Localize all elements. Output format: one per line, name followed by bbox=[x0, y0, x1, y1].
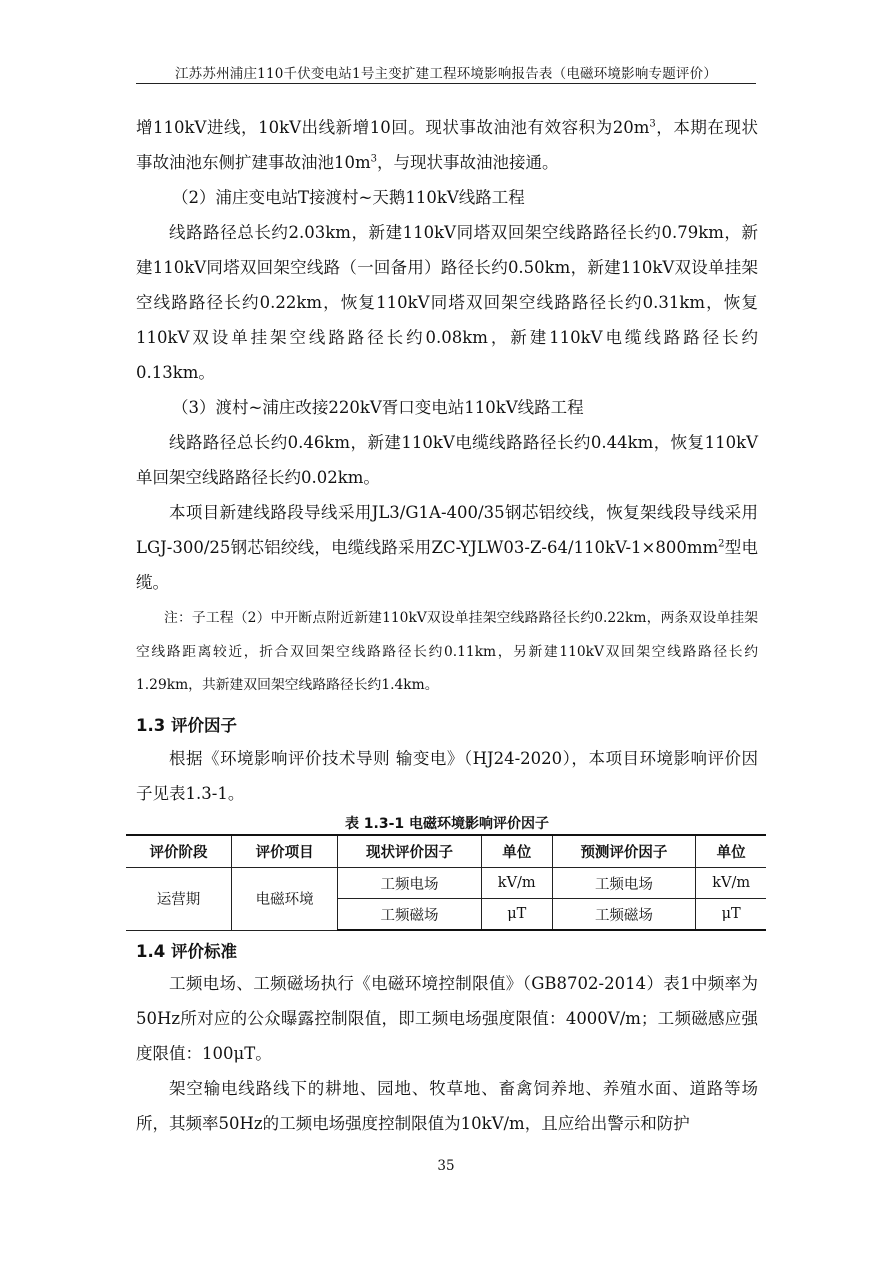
table-header-cell: 现状评价因子 bbox=[338, 835, 482, 868]
table-header-cell: 评价阶段 bbox=[126, 835, 232, 868]
superscript: 3 bbox=[649, 118, 656, 130]
page-header: 江苏苏州浦庄110千伏变电站1号主变扩建工程环境影响报告表（电磁环境影响专题评价） bbox=[174, 66, 718, 82]
table-header-row bbox=[126, 835, 766, 868]
unit-cell: μT bbox=[696, 899, 766, 931]
table-header-cell: 预测评价因子 bbox=[552, 835, 696, 868]
paragraph-oil-pool bbox=[136, 110, 758, 180]
superscript: 2 bbox=[718, 538, 725, 550]
table-header-cell: 评价项目 bbox=[232, 835, 338, 868]
paragraph-conductor bbox=[136, 495, 758, 600]
paragraph-line-3: 线路路径总长约0.46km，新建110kV电缆线路路径长约0.44km，恢复110kV单回架空线路路径长约0.02km。 bbox=[136, 433, 758, 487]
section-1-4-heading: 1.4 评价标准 bbox=[136, 942, 237, 961]
unit-cell: kV/m bbox=[696, 868, 766, 899]
table-header-cell: 单位 bbox=[481, 835, 552, 868]
current-factor-cell: 工频电场 bbox=[338, 868, 482, 899]
subsection-2-title: （2）浦庄变电站T接渡村~天鹅110kV线路工程 bbox=[172, 188, 525, 207]
predict-factor-cell: 工频磁场 bbox=[552, 899, 696, 931]
paragraph-text: 增110kV进线，10kV出线新增10回。现状事故油池有效容积为20m bbox=[136, 118, 650, 137]
section-1-3-text: 根据《环境影响评价技术导则 输变电》（HJ24-2020），本项目环境影响评价因子见表1.3-1。 bbox=[136, 749, 758, 803]
table-header-cell: 单位 bbox=[696, 835, 766, 868]
predict-factor-cell: 工频电场 bbox=[552, 868, 696, 899]
header-divider bbox=[136, 83, 756, 84]
paragraph-text: 型电缆。 bbox=[136, 538, 759, 592]
paragraph-text: ，本期在现状事故油池东侧扩建事故油池10m bbox=[136, 118, 758, 172]
evaluation-factor-table bbox=[126, 834, 766, 931]
section-1-4-text-1: 工频电场、工频磁场执行《电磁环境控制限值》（GB8702-2014）表1中频率为50Hz所对应的公众曝露控制限值，即工频电场强度限值：4000V/m；工频磁感应强度限值：100μT。 bbox=[136, 974, 758, 1063]
paragraph-text: ，与现状事故油池接通。 bbox=[377, 153, 559, 172]
page-number: 35 bbox=[437, 1158, 455, 1174]
paragraph-line-2: 线路路径总长约2.03km，新建110kV同塔双回架空线路路径长约0.79km，新建110kV同塔双回架空线路（一回备用）路径长约0.50km，新建110kV双设单挂架空线路路径长约0.22km，恢复110kV同塔双回架空线路路径长约0.31km，恢复110kV双设单挂架空线路路径长约0.08km，新建110kV电缆线路路径长约0.13km。 bbox=[136, 223, 758, 382]
paragraph-text: 本项目新建线路段导线采用JL3/G1A-400/35钢芯铝绞线，恢复架线段导线采用LGJ-300/25钢芯铝绞线，电缆线路采用ZC-YJLW03-Z-64/110kV-1×800mm bbox=[136, 503, 758, 557]
stage-cell: 运营期 bbox=[126, 868, 232, 931]
section-1-3-heading: 1.3 评价因子 bbox=[136, 716, 237, 735]
unit-cell: μT bbox=[481, 899, 552, 931]
current-factor-cell: 工频磁场 bbox=[338, 899, 482, 931]
section-1-4-text-2: 架空输电线路线下的耕地、园地、牧草地、畜禽饲养地、养殖水面、道路等场所，其频率50Hz的工频电场强度控制限值为10kV/m，且应给出警示和防护 bbox=[136, 1079, 758, 1133]
superscript: 3 bbox=[370, 153, 378, 165]
table-row bbox=[126, 868, 766, 899]
unit-cell: kV/m bbox=[481, 868, 552, 899]
item-cell: 电磁环境 bbox=[232, 868, 338, 931]
note-paragraph: 注：子工程（2）中开断点附近新建110kV双设单挂架空线路路径长约0.22km，两条双设单挂架空线路距离较近，折合双回架空线路路径长约0.11km，另新建110kV双回架空线路路径长约1.29km，共新建双回架空线路路径长约1.4km。 bbox=[136, 610, 758, 693]
table-caption: 表 1.3-1 电磁环境影响评价因子 bbox=[344, 816, 550, 832]
subsection-3-title: （3）渡村~浦庄改接220kV胥口变电站110kV线路工程 bbox=[172, 398, 584, 417]
